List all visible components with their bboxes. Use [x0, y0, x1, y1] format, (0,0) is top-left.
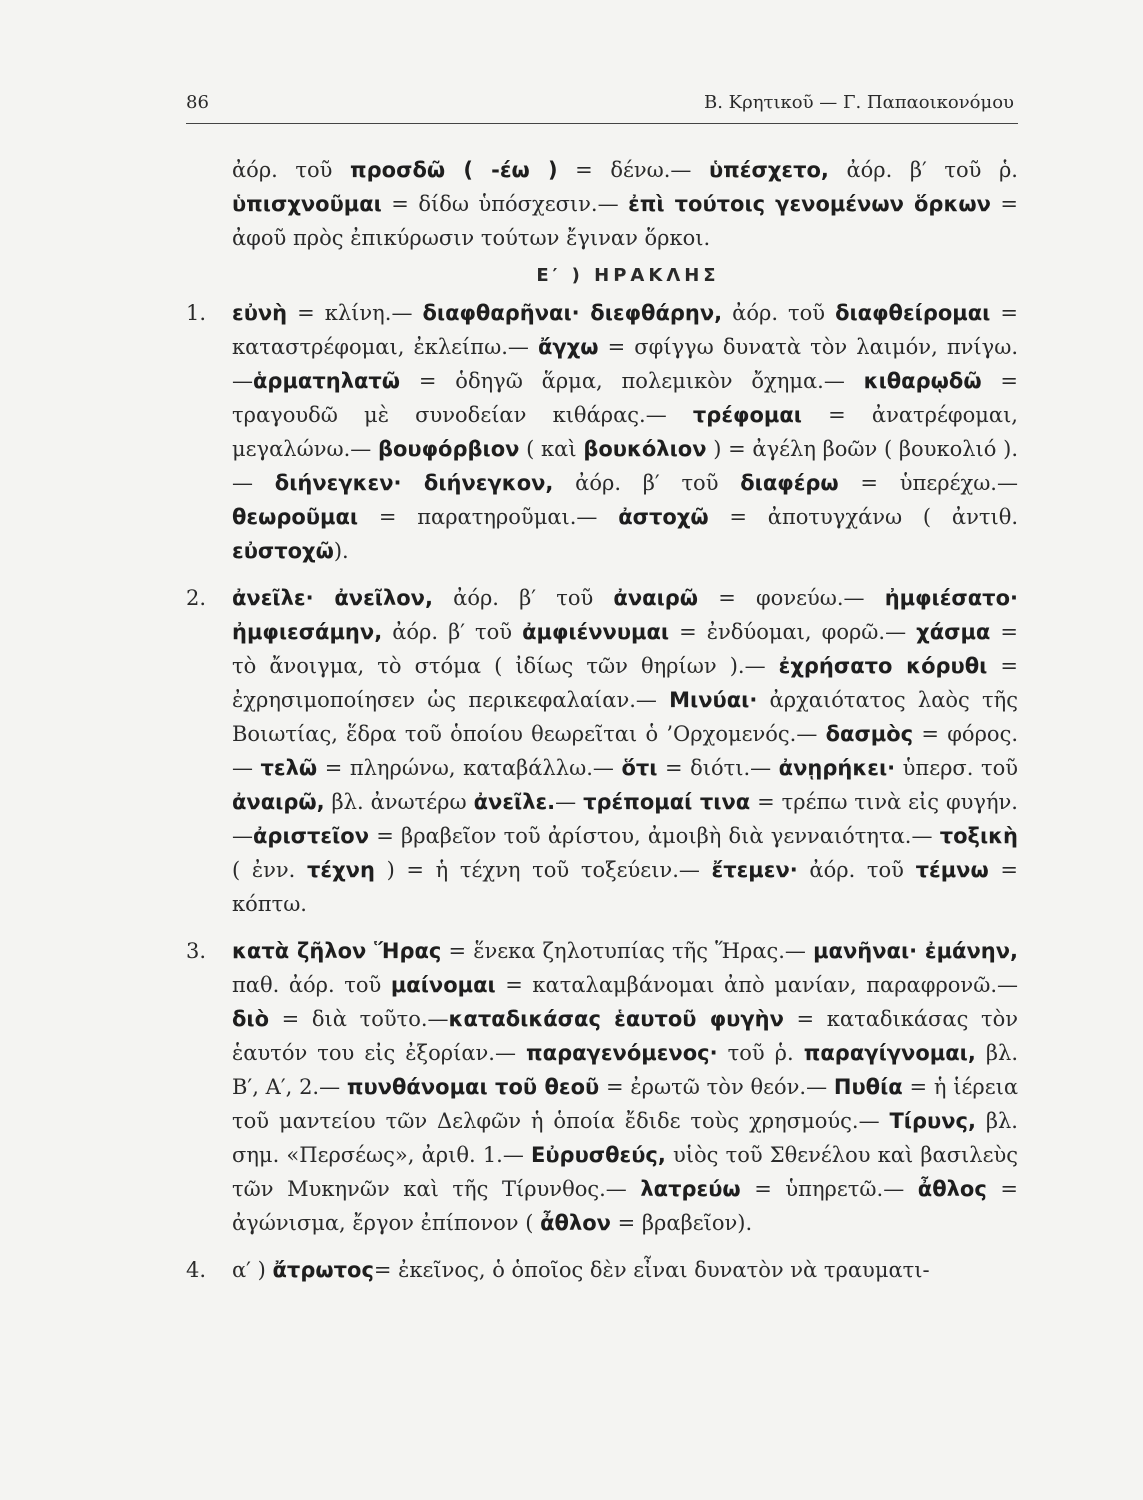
gloss-text: βλ. σημ. «Περσέως», ἀριθ. 1.—: [232, 1109, 1018, 1167]
gloss-text: = ἐρωτῶ τὸν θεόν.—: [599, 1075, 834, 1099]
headword: τέχνη: [307, 858, 375, 882]
gloss-text: τοῦ ῥ.: [717, 1041, 804, 1065]
entry-number: 3.: [186, 939, 207, 963]
gloss-text: = ἕνεκα ζηλοτυπίας τῆς Ἥρας.—: [441, 939, 814, 963]
gloss-text: υἱὸς τοῦ Σθενέλου καὶ βασιλεὺς τῶν Μυκηνῶν καὶ τῆς Τίρυνθος.—: [232, 1143, 1018, 1201]
headword: ὑπισχνοῦμαι: [232, 192, 382, 216]
gloss-text: = ἀφοῦ πρὸς ἐπικύρωσιν τούτων ἔγιναν ὅρκοι.: [232, 192, 1018, 250]
headword: τέμνω: [915, 858, 989, 882]
headword: διήνεγκεν· διήνεγκον,: [274, 471, 554, 495]
page-body: [186, 153, 1018, 1287]
headword: χάσμα: [916, 620, 991, 644]
headword: ἀναιρῶ: [613, 586, 699, 610]
headword: ὅτι: [621, 756, 658, 780]
headword: παραγενόμενος·: [526, 1041, 718, 1065]
headword: τρέπομαί τινα: [583, 790, 751, 814]
gloss-text: ἀρχαιότατος λαὸς τῆς Βοιωτίας, ἕδρα τοῦ ὁποίου θεωρεῖται ὁ ’Ορχομενός.—: [232, 688, 1019, 746]
headword: ἆθλον: [540, 1211, 611, 1235]
gloss-text: = πληρώνω, καταβάλλω.—: [317, 756, 622, 780]
entry-paragraph-4: [186, 1253, 1018, 1287]
gloss-text: = διότι.—: [657, 756, 779, 780]
gloss-text: = καταδικάσας τὸν ἑαυτόν του εἰς ἐξορίαν.—: [232, 1007, 1018, 1065]
headword: μαίνομαι: [390, 973, 496, 997]
headword: ἀναιρῶ,: [232, 790, 325, 814]
entry-number: 4.: [186, 1258, 207, 1282]
gloss-text: = τὸ ἄνοιγμα, τὸ στόμα ( ἰδίως τῶν θηρίων ).—: [232, 620, 1019, 678]
headword: ἄγχω: [537, 335, 599, 359]
gloss-text: = κόπτω.: [232, 858, 1018, 916]
headword: ἁρματηλατῶ: [253, 369, 401, 393]
gloss-text: = ἀποτυγχάνω ( ἀντιθ.: [708, 505, 1019, 529]
gloss-text: = καταστρέφομαι, ἐκλείπω.—: [232, 301, 1018, 359]
gloss-text: = φονεύω.—: [698, 586, 885, 610]
gloss-text: ἀόρ. β′ τοῦ: [553, 471, 741, 495]
intro-paragraph: [186, 153, 1018, 255]
headword: διαφέρω: [740, 471, 839, 495]
gloss-text: ἀόρ. β′ τοῦ: [382, 620, 523, 644]
headword: λατρεύω: [640, 1177, 741, 1201]
headword: διὸ: [232, 1007, 270, 1031]
headword: εὐστοχῶ: [232, 539, 334, 563]
gloss-text: = δίδω ὑπόσχεσιν.—: [381, 192, 629, 216]
entry-paragraph-3: [186, 934, 1018, 1240]
gloss-text: α′ ): [232, 1258, 273, 1282]
headword: ἀνεῖλε.: [473, 790, 556, 814]
gloss-text: = δένω.—: [557, 158, 709, 182]
gloss-text: = τραγουδῶ μὲ συνοδείαν κιθάρας.—: [232, 369, 1018, 427]
headword: τελῶ: [260, 756, 318, 780]
gloss-text: = ὁδηγῶ ἅρμα, πολεμικὸν ὄχημα.—: [400, 369, 864, 393]
headword: βουκόλιον: [583, 437, 707, 461]
gloss-text: = ἐκεῖνος, ὁ ὁποῖος δὲν εἶναι δυνατὸν νὰ τραυματι-: [373, 1258, 930, 1282]
headword: ἐπὶ τούτοις γενομένων ὅρκων: [628, 192, 991, 216]
gloss-text: = ὑπερέχω.—: [838, 471, 1018, 495]
gloss-text: ἀόρ. β′ τοῦ: [432, 586, 614, 610]
gloss-text: = τρέπω τινὰ εἰς φυγήν.—: [232, 790, 1018, 848]
headword: προσδῶ ( -έω ): [350, 158, 558, 182]
gloss-text: ) = ἡ τέχνη τοῦ τοξεύειν.—: [374, 858, 712, 882]
headword: ἀστοχῶ: [618, 505, 709, 529]
entry-text: [232, 934, 1018, 1240]
gloss-text: ἀόρ. τοῦ: [797, 858, 916, 882]
gloss-text: = ὑπηρετῶ.—: [740, 1177, 918, 1201]
headword: ἆθλος: [917, 1177, 987, 1201]
headword: μανῆναι· ἐμάνην,: [813, 939, 1018, 963]
headword: ἄτρωτος: [272, 1258, 374, 1282]
headword: Πυθία: [833, 1075, 903, 1099]
headword: ἀμφιέννυμαι: [522, 620, 670, 644]
running-title: Β. Κρητικοῦ — Γ. Παπαοικονόμου: [704, 92, 1014, 113]
gloss-text: = ἀγώνισμα, ἔργον ἐπίπονον (: [232, 1177, 1018, 1235]
gloss-text: = καταλαμβάνομαι ἀπὸ μανίαν, παραφρονῶ.—: [495, 973, 1018, 997]
headword: ἀνεῖλε· ἀνεῖλον,: [232, 586, 433, 610]
headword: ἀριστεῖον: [253, 824, 370, 848]
headword: καταδικάσας ἑαυτοῦ φυγὴν: [448, 1007, 784, 1031]
headword: τρέφομαι: [692, 403, 802, 427]
page-number: 86: [186, 92, 209, 113]
gloss-text: βλ. Β′, Α′, 2.—: [232, 1041, 1019, 1099]
entry-paragraph-1: [186, 296, 1018, 568]
headword: πυνθάνομαι τοῦ θεοῦ: [346, 1075, 600, 1099]
running-header: [186, 92, 1014, 122]
gloss-text: = ἡ ἱέρεια τοῦ μαντείου τῶν Δελφῶν ἡ ὁποία ἔδιδε τοὺς χρησμούς.—: [232, 1075, 1019, 1133]
headword: Μινύαι·: [669, 688, 758, 712]
headword: βουφόρβιον: [377, 437, 520, 461]
headword: παραγίγνομαι,: [803, 1041, 976, 1065]
headword: ἀνῃρήκει·: [778, 756, 896, 780]
headword: κιθαρῳδῶ: [863, 369, 982, 393]
gloss-text: = σφίγγω δυνατὰ τὸν λαιμόν, πνίγω.—: [232, 335, 1018, 393]
gloss-text: = διὰ τοῦτο.—: [269, 1007, 449, 1031]
gloss-text: = ἀνατρέφομαι, μεγαλώνω.—: [232, 403, 1018, 461]
headword: Εὐρυσθεύς,: [531, 1143, 666, 1167]
header-rule: [186, 123, 1018, 124]
gloss-text: ὑπερσ. τοῦ: [895, 756, 1018, 780]
headword: ὑπέσχετο,: [709, 158, 829, 182]
headword: ἔτεμεν·: [711, 858, 798, 882]
gloss-text: = βραβεῖον τοῦ ἀρίστου, ἀμοιβὴ διὰ γενναιότητα.—: [369, 824, 940, 848]
gloss-text: ( ἐνν.: [232, 858, 307, 882]
gloss-text: = ἐχρησιμοποίησεν ὡς περικεφαλαίαν.—: [232, 654, 1018, 712]
entry-number: 1.: [186, 301, 207, 325]
entry-paragraph-2: [186, 581, 1018, 921]
entry-number: 2.: [186, 586, 207, 610]
headword: θεωροῦμαι: [232, 505, 359, 529]
gloss-text: ).: [333, 539, 349, 563]
gloss-text: = φόρος.—: [232, 722, 1019, 780]
gloss-text: = κλίνη.—: [287, 301, 423, 325]
gloss-text: ἀόρ. τοῦ: [232, 158, 351, 182]
headword: δασμὸς: [825, 722, 914, 746]
headword: Τίρυνς,: [889, 1109, 976, 1133]
gloss-text: βλ. ἀνωτέρω: [324, 790, 474, 814]
gloss-text: ) = ἀγέλη βοῶν ( βουκολιό ).—: [232, 437, 1018, 495]
entry-text: [232, 1253, 1018, 1287]
entry-text: [232, 581, 1018, 921]
gloss-text: ἀόρ. τοῦ: [722, 301, 836, 325]
gloss-text: = ἐνδύομαι, φορῶ.—: [669, 620, 917, 644]
headword: διαφθείρομαι: [835, 301, 991, 325]
gloss-text: —: [555, 790, 584, 814]
headword: τοξικὴ: [939, 824, 1018, 848]
entry-text: [232, 296, 1018, 568]
section-title: Ε′ ) ΗΡΑΚΛΗΣ: [536, 265, 720, 286]
headword: ἐχρήσατο κόρυθι: [778, 654, 988, 678]
headword: ἠμφιέσατο· ἠμφιεσάμην,: [232, 586, 1018, 644]
gloss-text: = βραβεῖον).: [610, 1211, 753, 1235]
headword: εὐνὴ: [232, 301, 288, 325]
gloss-text: ( καὶ: [519, 437, 584, 461]
headword: κατὰ ζῆλον Ἥρας: [232, 939, 442, 963]
gloss-text: ἀόρ. β′ τοῦ ῥ.: [828, 158, 1018, 182]
headword: διαφθαρῆναι· διεφθάρην,: [422, 301, 723, 325]
gloss-text: παθ. ἀόρ. τοῦ: [232, 973, 391, 997]
gloss-text: = παρατηροῦμαι.—: [358, 505, 619, 529]
